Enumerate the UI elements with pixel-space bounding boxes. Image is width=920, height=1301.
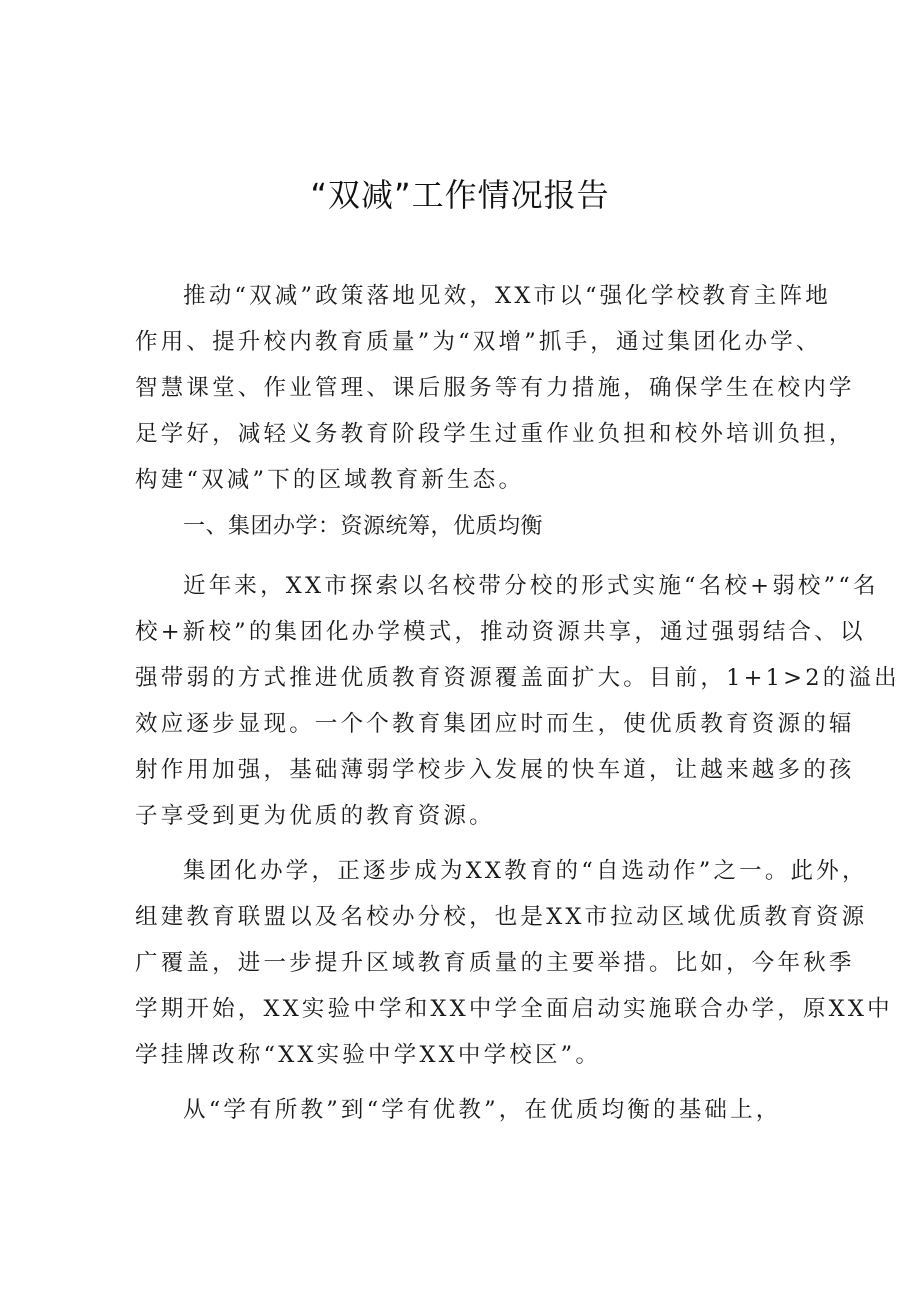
paragraph-line: 学期开始，XX实验中学和XX中学全面启动实施联合办学，原XX中 [135,996,893,1022]
paragraph-line: 从“学有所教”到“学有优教”，在优质均衡的基础上， [183,1097,782,1123]
paragraph-line: 集团化办学，正逐步成为XX教育的“自选动作”之一。此外， [183,858,868,884]
paragraph-line: 推动“双减”政策落地见效，XX市以“强化学校教育主阵地 [183,283,831,309]
paragraph-line: 广覆盖，进一步提升区域教育质量的主要举措。比如，今年秋季 [135,950,855,976]
paragraph-line: 足学好，减轻义务教育阶段学生过重作业负担和校外培训负担， [135,421,855,447]
paragraph-line: 射作用加强，基础薄弱学校步入发展的快车道，让越来越多的孩 [135,757,855,783]
paragraph-line: 校+新校”的集团化办学模式，推动资源共享，通过强弱结合、以 [135,619,866,645]
section-heading: 一、集团办学：资源统筹，优质均衡 [183,514,544,539]
paragraph-line: 效应逐步显现。一个个教育集团应时而生，使优质教育资源的辐 [135,711,855,737]
document-title: “双减”工作情况报告 [310,176,610,214]
paragraph-line: 组建教育联盟以及名校办分校，也是XX市拉动区域优质教育资源 [135,904,868,930]
paragraph-line: 强带弱的方式推进优质教育资源覆盖面扩大。目前，1+1>2的溢出 [135,665,900,691]
paragraph-line: 智慧课堂、作业管理、课后服务等有力措施，确保学生在校内学 [135,375,855,401]
paragraph-line: 学挂牌改称“XX实验中学XX中学校区”。 [135,1042,602,1068]
paragraph-line: 构建“双减”下的区域教育新生态。 [135,467,525,493]
paragraph-line: 子享受到更为优质的教育资源。 [135,803,495,829]
paragraph-line: 作用、提升校内教育质量”为“双增”抓手，通过集团化办学、 [135,329,822,355]
paragraph-line: 近年来，XX市探索以名校带分校的形式实施“名校+弱校”“名 [183,573,879,599]
